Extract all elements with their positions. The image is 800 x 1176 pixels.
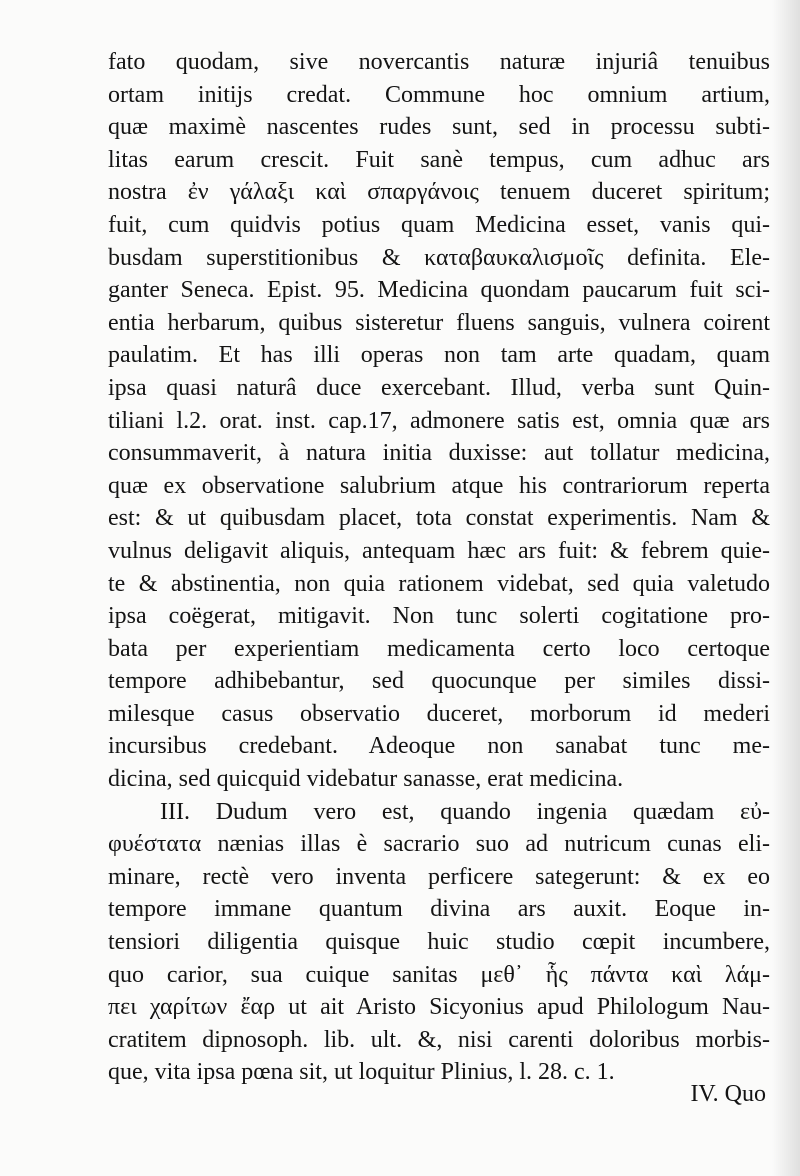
text-line: tensiori diligentia quisque huic studio cœpit incumbere, <box>108 929 770 956</box>
text-line: paulatim. Et has illi operas non tam arte quadam, quam <box>108 342 770 369</box>
text-line: est: & ut quibusdam placet, tota constat experimentis. Nam & <box>108 505 770 532</box>
text-block <box>108 46 770 1089</box>
text-line: vulnus deligavit aliquis, antequam hæc ars fuit: & febrem quie- <box>108 537 770 564</box>
text-line: quæ ex observatione salubrium atque his contrariorum reperta <box>108 472 770 499</box>
text-line: nostra ἐν γάλαξι καὶ σπαργάνοις tenuem duceret spiritum; <box>108 179 770 206</box>
text-line: te & abstinentia, non quia rationem videbat, sed quia valetudo <box>108 570 770 597</box>
text-line: dicina, sed quicquid videbatur sanasse, erat medicina. <box>108 766 624 793</box>
text-line: ganter Seneca. Epist. 95. Medicina quondam paucarum fuit sci- <box>108 277 770 304</box>
text-line: tempore adhibebantur, sed quocunque per similes dissi- <box>108 668 770 695</box>
text-line: quo carior, sua cuique sanitas μεθ᾽ ἧς πάντα καὶ λάμ- <box>108 961 770 988</box>
text-line: πει χαρίτων ἔαρ ut ait Aristo Sicyonius apud Philologum Nau- <box>108 994 770 1021</box>
text-line: fato quodam, sive novercantis naturæ injuriâ tenuibus <box>108 49 770 75</box>
text-line: ortam initijs credat. Commune hoc omnium artium, <box>108 81 770 108</box>
catchword: IV. Quo <box>690 1081 766 1107</box>
text-line: tempore immane quantum divina ars auxit. Eoque in- <box>108 896 770 923</box>
text-line: cratitem dipnosoph. lib. ult. &, nisi carenti doloribus morbis- <box>108 1026 770 1053</box>
text-line: bata per experientiam medicamenta certo loco certoque <box>108 635 770 662</box>
page-edge-shadow <box>772 0 800 1176</box>
text-line: milesque casus observatio duceret, morborum id mederi <box>108 700 770 727</box>
text-line: ipsa coëgerat, mitigavit. Non tunc solerti cogitatione pro- <box>108 603 770 630</box>
text-line: litas earum crescit. Fuit sanè tempus, cum adhuc ars <box>108 146 770 173</box>
text-line: fuit, cum quidvis potius quam Medicina esset, vanis qui- <box>108 211 770 238</box>
text-line: tiliani l.2. orat. inst. cap.17, admonere satis est, omnia quæ ars <box>108 407 770 434</box>
text-line: consummaverit, à natura initia duxisse: aut tollatur medicina, <box>108 440 770 467</box>
section-heading-line: III. Dudum vero est, quando ingenia quædam εὐ- <box>160 798 770 825</box>
text-line: quæ maximè nascentes rudes sunt, sed in processu subti- <box>108 114 770 141</box>
text-line: que, vita ipsa pœna sit, ut loquitur Plinius, l. 28. c. 1. <box>108 1059 615 1086</box>
text-line: φυέστατα nænias illas è sacrario suo ad nutricum cunas eli- <box>108 831 770 858</box>
text-line: ipsa quasi naturâ duce exercebant. Illud, verba sunt Quin- <box>108 374 770 401</box>
text-line: busdam superstitionibus & καταβαυκαλισμοῖς definita. Ele- <box>108 244 770 271</box>
text-line: entia herbarum, quibus sisteretur fluens sanguis, vulnera coirent <box>108 309 770 336</box>
text-line: minare, rectè vero inventa perficere sategerunt: & ex eo <box>108 863 770 890</box>
text-line: incursibus credebant. Adeoque non sanabat tunc me- <box>108 733 770 760</box>
